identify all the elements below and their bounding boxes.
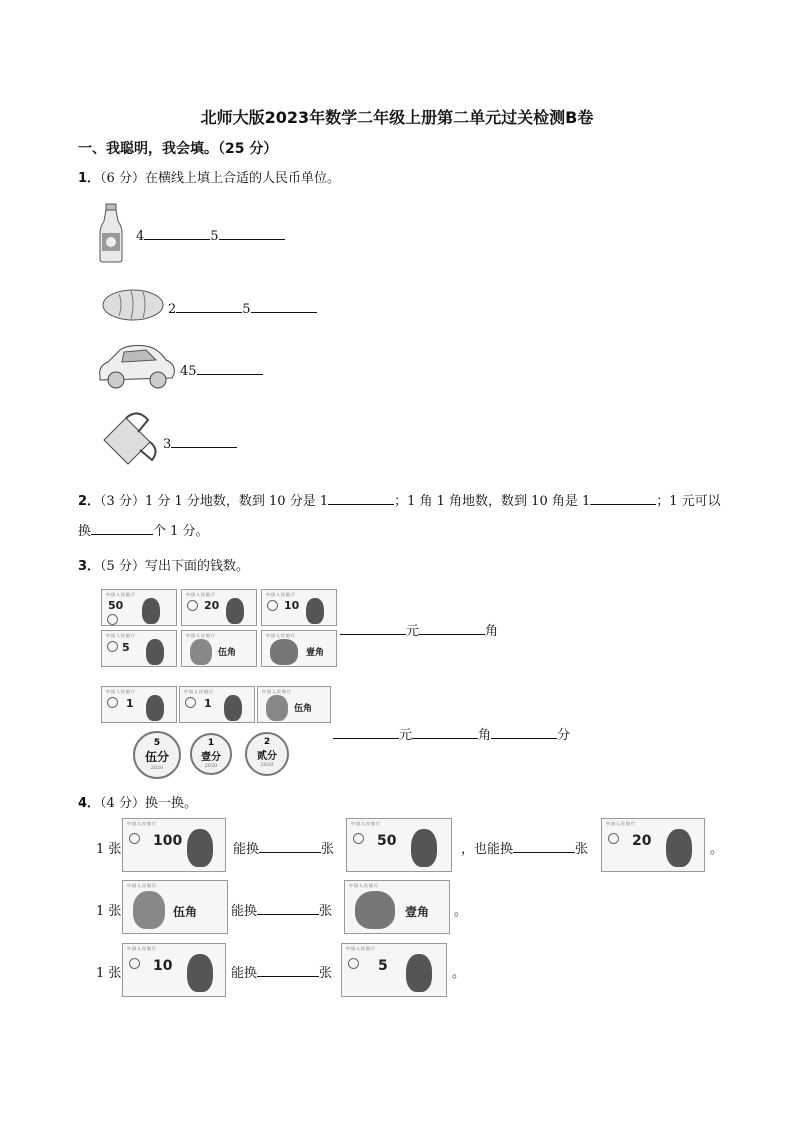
- banknote-10: 中国人民银行 10: [261, 589, 337, 626]
- banknote-5: 中国人民银行 5: [341, 943, 447, 997]
- coin-5-fen: 5 伍分 2020: [133, 731, 181, 779]
- binder-clip-icon: [98, 410, 160, 472]
- answer-blank[interactable]: [257, 963, 319, 977]
- answer-blank[interactable]: [328, 491, 394, 505]
- banknote-1-jiao: 中国人民银行 壹角: [344, 880, 450, 934]
- banknote-20: 中国人民银行 20: [601, 818, 705, 872]
- banknote-1: 中国人民银行 1: [101, 686, 177, 723]
- banknote-1-jiao: 中国人民银行 壹角: [261, 630, 337, 667]
- row-prefix: 1 张: [96, 966, 122, 981]
- row-end: 。: [454, 904, 468, 919]
- banknote-5-jiao: 中国人民银行 伍角: [181, 630, 257, 667]
- answer-row-4-3: 能换 张: [231, 962, 332, 981]
- question-text: （6 分）在横线上填上合适的人民币单位。: [100, 171, 340, 186]
- banknote-20: 中国人民银行 20: [181, 589, 257, 626]
- answer-blank[interactable]: [171, 434, 237, 448]
- answer-blank[interactable]: [259, 839, 321, 853]
- answer-blank[interactable]: [219, 226, 285, 240]
- question-4: 4．（4 分）换一换。: [78, 796, 197, 811]
- question-3: 3．（5 分）写出下面的钱数。: [78, 559, 249, 574]
- answer-row-group2: 元 角 分: [333, 724, 570, 743]
- answer-row-4-1: 能换 张: [233, 838, 334, 857]
- answer-blank[interactable]: [412, 725, 478, 739]
- question-2-line2: 换 个 1 分。: [78, 520, 209, 539]
- answer-row-4-2: 能换 张: [231, 900, 332, 919]
- answer-blank[interactable]: [340, 621, 406, 635]
- answer-row-car: 45: [180, 361, 263, 379]
- answer-blank[interactable]: [176, 299, 242, 313]
- answer-blank[interactable]: [491, 725, 557, 739]
- answer-row-milk: 4 5: [136, 226, 285, 244]
- banknote-50: 中国人民银行 50: [346, 818, 452, 872]
- answer-blank[interactable]: [257, 901, 319, 915]
- coin-1-fen: 1 壹分 2020: [190, 733, 232, 775]
- banknote-5-jiao: 中国人民银行 伍角: [257, 686, 331, 723]
- answer-row-group1: 元 角: [340, 620, 498, 639]
- banknote-5: 中国人民银行 5: [101, 630, 177, 667]
- question-2: 2．（3 分）1 分 1 分地数，数到 10 分是 1 ；1 角 1 角地数，数到 10 角是 1 ；1 元可以: [78, 490, 758, 509]
- banknote-100: 中国人民银行 100: [122, 818, 226, 872]
- banknote-5-jiao: 中国人民银行 伍角: [122, 880, 228, 934]
- answer-blank[interactable]: [91, 521, 153, 535]
- row-end: 。: [452, 966, 466, 981]
- question-number: 1．: [78, 171, 101, 186]
- answer-blank[interactable]: [333, 725, 399, 739]
- banknote-1: 中国人民银行 1: [179, 686, 255, 723]
- section-heading-1: 一、我聪明，我会填。（25 分）: [78, 141, 278, 157]
- coin-2-fen: 2 贰分 2020: [245, 732, 289, 776]
- row-prefix: 1 张: [96, 842, 122, 857]
- row-prefix: 1 张: [96, 904, 122, 919]
- answer-row-4-1b: ，也能换 张: [461, 838, 588, 857]
- answer-blank[interactable]: [513, 839, 575, 853]
- banknote-10: 中国人民银行 10: [122, 943, 226, 997]
- milk-bottle-icon: [98, 203, 124, 263]
- answer-row-bread: 2 5: [168, 299, 317, 317]
- answer-row-clip: 3: [163, 434, 237, 452]
- toy-car-icon: [96, 340, 178, 392]
- answer-blank[interactable]: [144, 226, 210, 240]
- question-1: [78, 167, 340, 186]
- answer-blank[interactable]: [197, 361, 263, 375]
- answer-blank[interactable]: [419, 621, 485, 635]
- page-title: 北师大版2023年数学二年级上册第二单元过关检测B卷: [200, 108, 594, 127]
- answer-blank[interactable]: [590, 491, 656, 505]
- bread-icon: [101, 286, 165, 322]
- banknote-50: 中国人民银行 50: [101, 589, 177, 626]
- answer-blank[interactable]: [251, 299, 317, 313]
- row-end: 。: [710, 842, 724, 857]
